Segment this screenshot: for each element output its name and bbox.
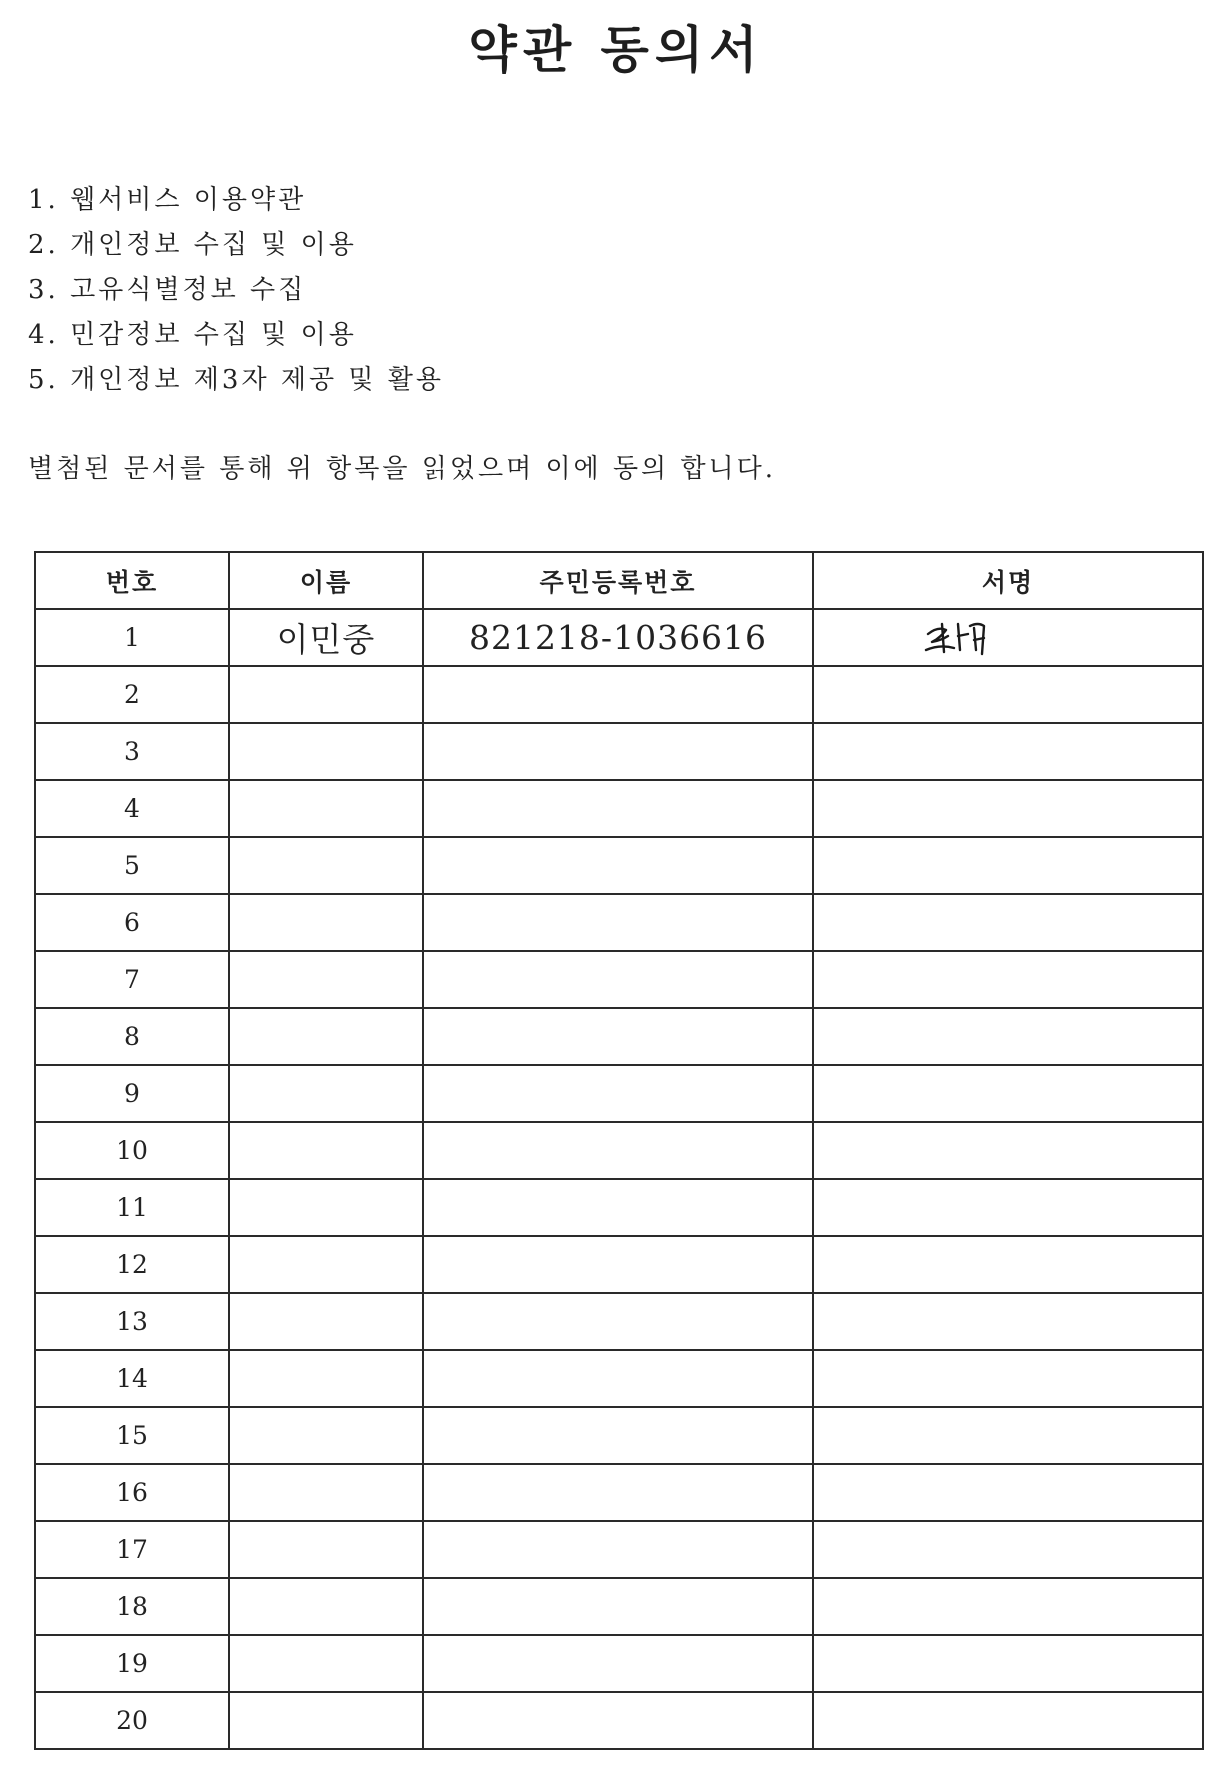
row-resident-id [423,951,813,1008]
row-resident-id [423,1578,813,1635]
row-name [229,1065,423,1122]
row-number: 6 [35,894,229,951]
row-signature [813,1635,1203,1692]
row-resident-id [423,780,813,837]
handwritten-signature [918,614,1008,662]
row-signature [813,609,1203,666]
row-resident-id [423,1293,813,1350]
row-name [229,1350,423,1407]
row-signature [813,1692,1203,1749]
row-name [229,1635,423,1692]
clause-item: 1. 웹서비스 이용약관 [28,185,307,215]
row-number: 1 [35,609,229,666]
row-number: 18 [35,1578,229,1635]
row-resident-id [423,1065,813,1122]
table-row [35,1350,1203,1407]
table-row [35,837,1203,894]
row-number: 12 [35,1236,229,1293]
table-row [35,1578,1203,1635]
row-signature [813,1065,1203,1122]
row-signature [813,1008,1203,1065]
row-name [229,1122,423,1179]
row-name [229,780,423,837]
row-resident-id [423,1692,813,1749]
row-number: 9 [35,1065,229,1122]
page-title: 약관 동의서 [468,20,764,79]
row-resident-id [423,1464,813,1521]
row-resident-id [423,723,813,780]
row-name [229,1692,423,1749]
row-name [229,951,423,1008]
row-resident-id [423,1635,813,1692]
row-signature [813,1293,1203,1350]
row-resident-id [423,1122,813,1179]
table-row [35,1692,1203,1749]
table-row [35,1521,1203,1578]
clause-item: 5. 개인정보 제3자 제공 및 활용 [28,365,444,395]
row-name [229,1179,423,1236]
header-name: 이름 [229,552,423,609]
row-name: 이민중 [229,609,423,666]
row-name [229,1464,423,1521]
row-resident-id: 821218-1036616 [423,609,813,666]
row-signature [813,1464,1203,1521]
table-row [35,1407,1203,1464]
row-resident-id [423,1236,813,1293]
row-number: 14 [35,1350,229,1407]
row-signature [813,1521,1203,1578]
row-resident-id [423,1521,813,1578]
row-signature [813,666,1203,723]
row-resident-id [423,1407,813,1464]
table-row [35,1236,1203,1293]
table-row [35,1065,1203,1122]
row-number: 7 [35,951,229,1008]
clause-item: 2. 개인정보 수집 및 이용 [28,230,357,260]
row-resident-id [423,837,813,894]
row-name [229,1578,423,1635]
row-signature [813,837,1203,894]
table-row [35,1635,1203,1692]
row-signature [813,1236,1203,1293]
row-name [229,666,423,723]
row-name [229,723,423,780]
table-row [35,1293,1203,1350]
table-row [35,609,1203,666]
clause-list [28,178,444,403]
table-row [35,666,1203,723]
row-name [229,1236,423,1293]
table-row [35,951,1203,1008]
row-number: 11 [35,1179,229,1236]
row-signature [813,894,1203,951]
clause-item: 3. 고유식별정보 수집 [28,275,307,305]
row-resident-id [423,894,813,951]
row-number: 10 [35,1122,229,1179]
clause-item: 4. 민감정보 수집 및 이용 [28,320,357,350]
row-signature [813,780,1203,837]
row-number: 8 [35,1008,229,1065]
row-signature [813,951,1203,1008]
table-header-row [35,552,1203,609]
signature-table [34,551,1204,1750]
row-number: 13 [35,1293,229,1350]
table-row [35,780,1203,837]
table-row [35,1464,1203,1521]
row-resident-id [423,666,813,723]
row-resident-id [423,1008,813,1065]
row-name [229,837,423,894]
row-number: 17 [35,1521,229,1578]
row-signature [813,1179,1203,1236]
row-number: 2 [35,666,229,723]
row-signature [813,1578,1203,1635]
table-row [35,894,1203,951]
header-resident-id: 주민등록번호 [423,552,813,609]
consent-statement: 별첨된 문서를 통해 위 항목을 읽었으며 이에 동의 합니다. [28,454,777,484]
table-row [35,1008,1203,1065]
row-signature [813,1122,1203,1179]
row-number: 3 [35,723,229,780]
row-signature [813,1350,1203,1407]
row-resident-id [423,1350,813,1407]
row-resident-id [423,1179,813,1236]
header-number: 번호 [35,552,229,609]
header-signature: 서명 [813,552,1203,609]
row-signature [813,1407,1203,1464]
row-number: 4 [35,780,229,837]
row-number: 15 [35,1407,229,1464]
table-row [35,1122,1203,1179]
table-row [35,1179,1203,1236]
table-row [35,723,1203,780]
row-name [229,1008,423,1065]
table-body [35,609,1203,1749]
row-number: 5 [35,837,229,894]
row-name [229,1407,423,1464]
row-number: 20 [35,1692,229,1749]
row-signature [813,723,1203,780]
row-name [229,1521,423,1578]
row-name [229,894,423,951]
row-name [229,1293,423,1350]
row-number: 19 [35,1635,229,1692]
row-number: 16 [35,1464,229,1521]
